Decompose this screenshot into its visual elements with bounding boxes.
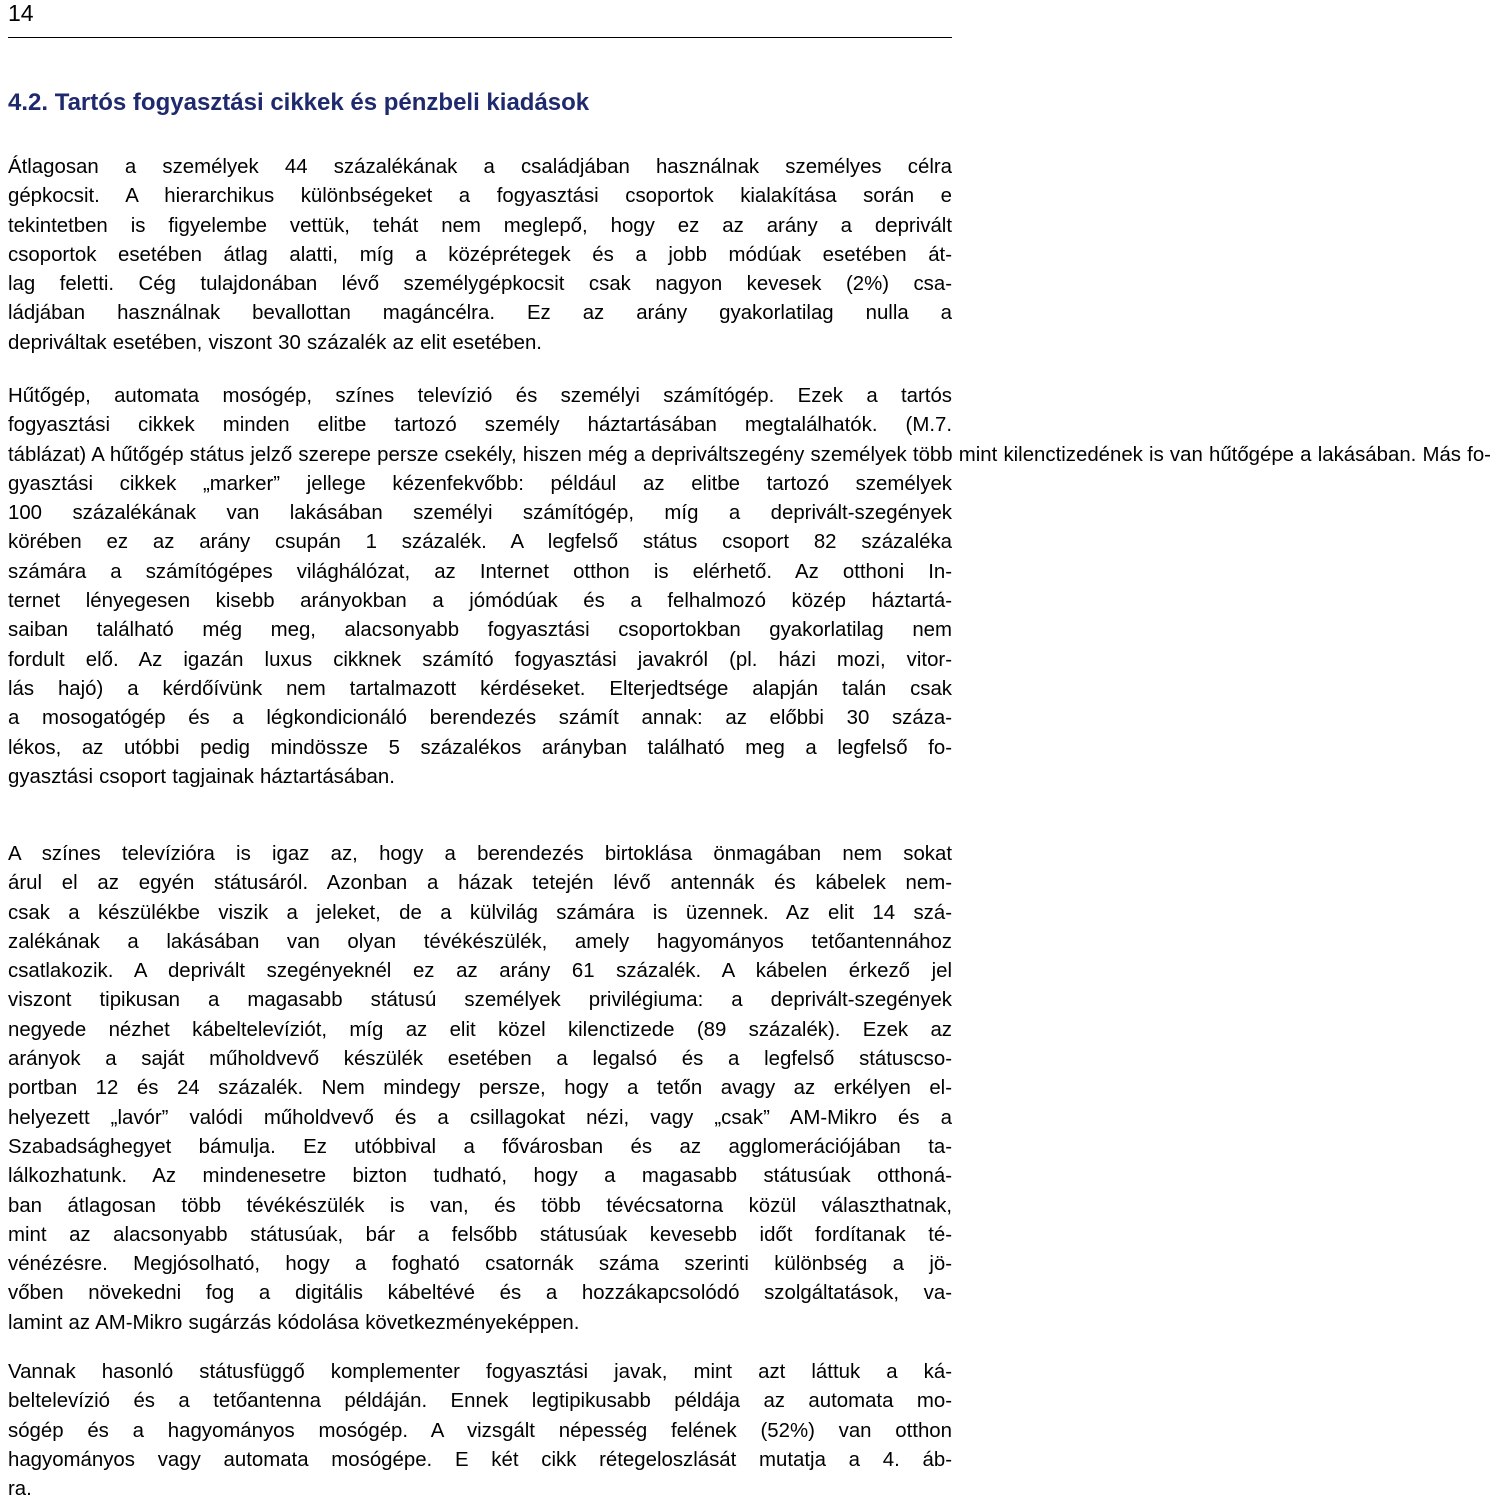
text-line: számára a számítógépes világhálózat, az Internet otthon is elérhető. Az otthoni In- — [8, 560, 952, 583]
text-line: gyasztási csoport tagjainak háztartásában. — [8, 765, 395, 788]
paragraph-color-television — [8, 840, 952, 1338]
text-line: helyezett „lavór” valódi műholdvevő és a csillagokat nézi, vagy „csak” AM-Mikro és a — [8, 1106, 952, 1129]
text-line: ternet lényegesen kisebb arányokban a jómódúak és a felhalmozó közép háztartá- — [8, 590, 952, 613]
text-line: gyasztási cikkek „marker” jellege kézenfekvőbb: például az elitbe tartozó személyek — [8, 472, 952, 495]
text-line: lálkozhatunk. Az mindenesetre bizton tudható, hogy a magasabb státusúak otthoná- — [8, 1165, 952, 1188]
text-line: árul el az egyén státusáról. Azonban a házak tetején lévő antennák és kábelek nem- — [8, 872, 952, 895]
text-line: csoportok esetében átlag alatti, míg a középrétegek és a jobb módúak esetében át- — [8, 243, 952, 266]
text-line: hagyományos vagy automata mosógépe. E két cikk rétegeloszlását mutatja a 4. áb- — [8, 1448, 952, 1471]
text-line: lamint az AM-Mikro sugárzás kódolása következményeképpen. — [8, 1311, 580, 1334]
text-line: sógép és a hagyományos mosógép. A vizsgált népesség felének (52%) van otthon — [8, 1419, 952, 1442]
text-line: tekintetben is figyelembe vettük, tehát nem meglepő, hogy ez az arány a deprivált — [8, 214, 952, 237]
text-line: vőben növekedni fog a digitális kábeltévé és a hozzákapcsolódó szolgáltatások, va- — [8, 1282, 952, 1305]
text-line: vénézésre. Megjósolható, hogy a fogható csatornák száma szerinti különbség a jö- — [8, 1253, 952, 1276]
text-line: Hűtőgép, automata mosógép, színes televízió és személyi számítógép. Ezek a tartós — [8, 385, 952, 407]
text-line: Átlagosan a személyek 44 százalékának a családjában használnak személyes célra — [8, 156, 952, 178]
text-line: zalékának a lakásában van olyan tévékészülék, amely hagyományos tetőantennához — [8, 930, 952, 953]
text-line: arányok a saját műholdvevő készülék esetében a legalsó és a legfelső státuscso- — [8, 1048, 952, 1071]
text-line: a mosogatógép és a légkondicionáló berendezés számít annak: az előbbi 30 száza- — [8, 707, 952, 730]
text-line: gépkocsit. A hierarchikus különbségeket a fogyasztási csoportok kialakítása során e — [8, 185, 952, 208]
text-line: saiban található még meg, alacsonyabb fogyasztási csoportokban gyakorlatilag nem — [8, 619, 952, 642]
text-line: portban 12 és 24 százalék. Nem mindegy persze, hogy a tetőn avagy az erkélyen el- — [8, 1077, 952, 1100]
text-line: 100 százalékának van lakásában személyi számítógép, míg a deprivált-szegények — [8, 502, 952, 525]
text-line: A színes televízióra is igaz az, hogy a berendezés birtoklása önmagában nem sokat — [8, 843, 952, 865]
text-line: ban átlagosan több tévékészülék is van, és több tévécsatorna közül választhatnak, — [8, 1194, 952, 1217]
text-line: Szabadsághegyet bámulja. Ez utóbbival a fővárosban és az agglomerációjában ta- — [8, 1135, 952, 1158]
text-line: Vannak hasonló státusfüggő komplementer fogyasztási javak, mint azt láttuk a ká- — [8, 1361, 952, 1383]
paragraph-durable-goods — [8, 382, 1491, 792]
text-line: körében ez az arány csupán 1 százalék. A legfelső státus csoport 82 százaléka — [8, 531, 952, 554]
text-line: lag feletti. Cég tulajdonában lévő személygépkocsit csak nagyon kevesek (2%) csa- — [8, 273, 952, 296]
text-line: csak a készülékbe viszik a jeleket, de a külvilág számára is üzennek. Az elit 14 szá- — [8, 901, 952, 924]
text-line: lékos, az utóbbi pedig mindössze 5 százalékos arányban található meg a legfelső fo- — [8, 736, 952, 759]
paragraph-washing-machines — [8, 1358, 952, 1504]
text-line: mint az alacsonyabb státusúak, bár a felsőbb státusúak kevesebb időt fordítanak té- — [8, 1223, 952, 1246]
paragraph-car-ownership — [8, 153, 952, 358]
text-line: viszont tipikusan a magasabb státusú személyek privilégiuma: a deprivált-szegények — [8, 989, 952, 1012]
text-line: negyede nézhet kábeltelevíziót, míg az elit közel kilenctizede (89 százalék). Ezek az — [8, 1018, 952, 1041]
text-line: lás hajó) a kérdőívünk nem tartalmazott kérdéseket. Elterjedtsége alapján talán csak — [8, 677, 952, 700]
section-title: 4.2. Tartós fogyasztási cikkek és pénzbeli kiadások — [8, 89, 590, 116]
text-line: csatlakozik. A deprivált szegényeknél ez az arány 61 százalék. A kábelen érkező jel — [8, 960, 952, 983]
text-line: fogyasztási cikkek minden elitbe tartozó személy háztartásában megtalálhatók. (M.7. — [8, 414, 952, 437]
text-line: ra. — [8, 1478, 32, 1501]
text-line: beltelevízió és a tetőantenna példáján. Ennek legtipikusabb példája az automata mo- — [8, 1390, 952, 1413]
text-line: depriváltak esetében, viszont 30 százalék az elit esetében. — [8, 331, 542, 354]
text-line: ládjában használnak bevallottan magáncélra. Ez az arány gyakorlatilag nulla a — [8, 302, 952, 325]
text-line: fordult elő. Az igazán luxus cikknek számító fogyasztási javakról (pl. házi mozi, vitor- — [8, 648, 952, 671]
page-number: 14 — [8, 0, 34, 26]
header-rule — [8, 37, 952, 38]
text-line: táblázat) A hűtőgép státus jelző szerepe persze csekély, hiszen még a depriváltszegény személyek több mint kilenctizedének is van hűtőgépe a lakásában. Más fo- — [8, 443, 1491, 466]
